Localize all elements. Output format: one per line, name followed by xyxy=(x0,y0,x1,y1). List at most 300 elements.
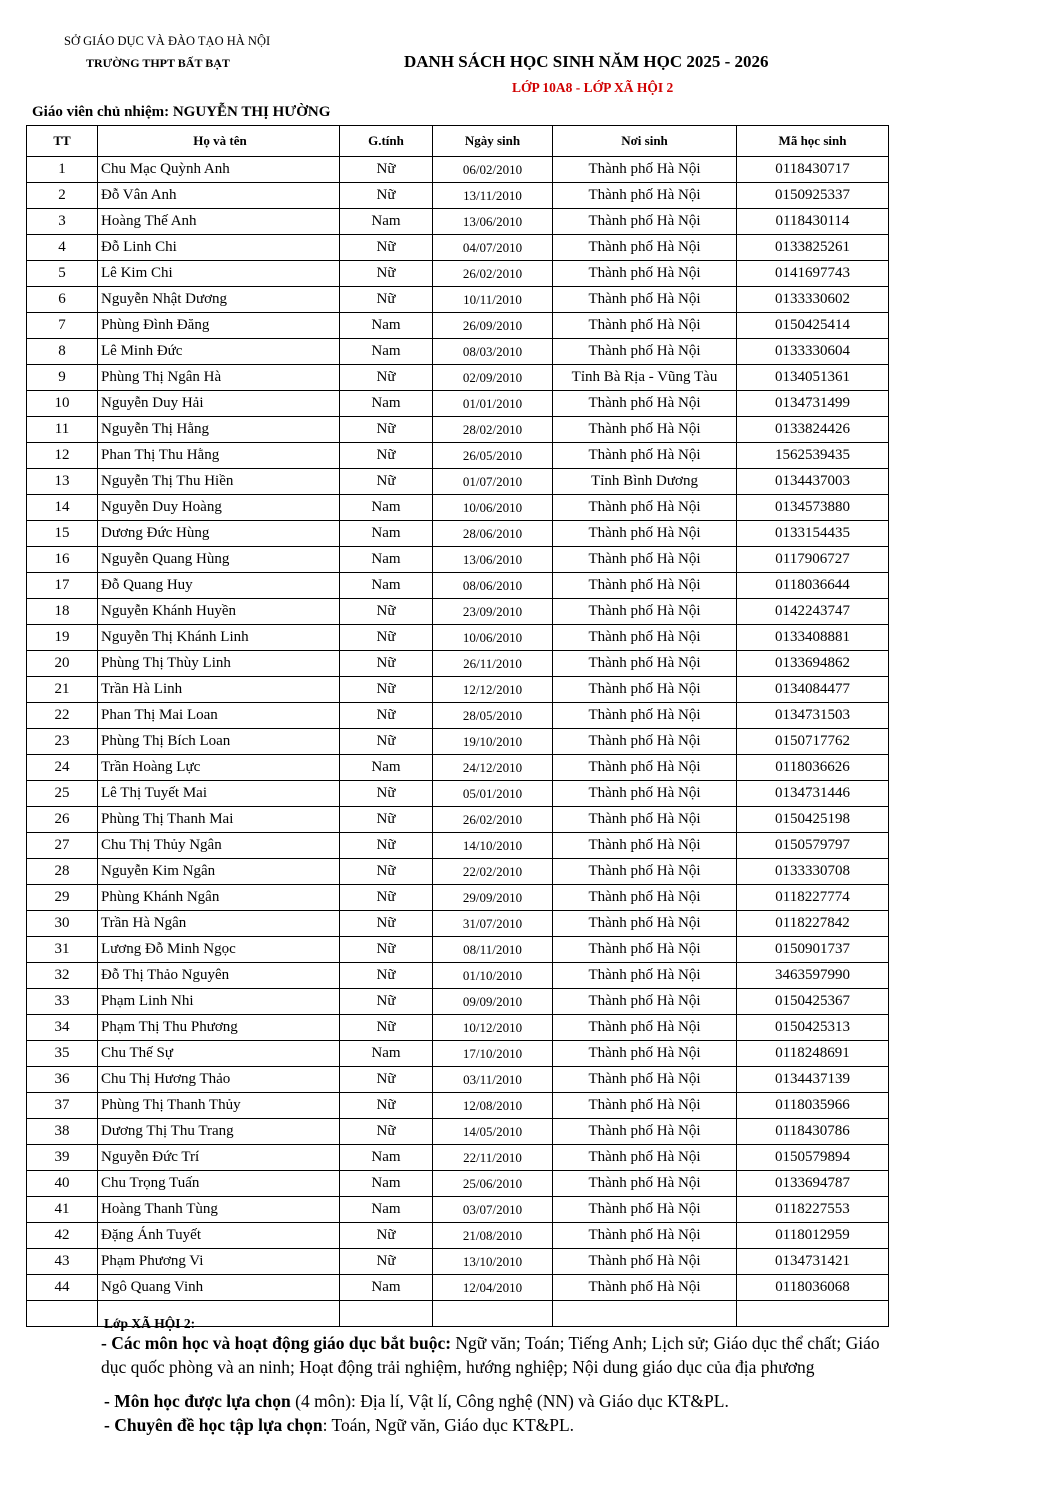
student-gender: Nam xyxy=(340,755,433,781)
student-birthplace: Thành phố Hà Nội xyxy=(553,625,737,651)
table-row xyxy=(27,365,889,391)
student-id: 0133330604 xyxy=(737,339,889,365)
table-cell xyxy=(340,1301,433,1327)
table-row xyxy=(27,339,889,365)
student-gender: Nữ xyxy=(340,729,433,755)
student-birthplace: Thành phố Hà Nội xyxy=(553,391,737,417)
row-number: 34 xyxy=(27,1015,98,1041)
student-birthplace: Thành phố Hà Nội xyxy=(553,963,737,989)
student-gender: Nữ xyxy=(340,807,433,833)
table-row xyxy=(27,1171,889,1197)
student-gender: Nữ xyxy=(340,963,433,989)
student-birthplace: Tỉnh Bà Rịa - Vũng Tàu xyxy=(553,365,737,391)
row-number: 14 xyxy=(27,495,98,521)
student-dob: 01/01/2010 xyxy=(433,391,553,417)
column-header-gender: G.tính xyxy=(340,126,433,157)
student-gender: Nữ xyxy=(340,911,433,937)
student-table xyxy=(26,125,889,1327)
note-elective-topics xyxy=(104,1415,574,1436)
student-name: Trần Hà Linh xyxy=(98,677,340,703)
student-name: Lê Kim Chi xyxy=(98,261,340,287)
row-number: 19 xyxy=(27,625,98,651)
row-number: 35 xyxy=(27,1041,98,1067)
table-row xyxy=(27,417,889,443)
student-name: Nguyễn Thị Khánh Linh xyxy=(98,625,340,651)
student-birthplace: Tỉnh Bình Dương xyxy=(553,469,737,495)
student-id: 3463597990 xyxy=(737,963,889,989)
table-cell xyxy=(737,1301,889,1327)
row-number: 18 xyxy=(27,599,98,625)
table-row xyxy=(27,677,889,703)
student-id: 0134731421 xyxy=(737,1249,889,1275)
row-number: 5 xyxy=(27,261,98,287)
student-gender: Nữ xyxy=(340,703,433,729)
row-number: 16 xyxy=(27,547,98,573)
student-gender: Nữ xyxy=(340,469,433,495)
student-gender: Nữ xyxy=(340,443,433,469)
student-dob: 05/01/2010 xyxy=(433,781,553,807)
student-id: 0118430114 xyxy=(737,209,889,235)
row-number: 32 xyxy=(27,963,98,989)
student-id: 0118012959 xyxy=(737,1223,889,1249)
student-name: Phan Thị Mai Loan xyxy=(98,703,340,729)
student-name: Phùng Thị Thanh Thủy xyxy=(98,1093,340,1119)
student-gender: Nữ xyxy=(340,235,433,261)
student-name: Nguyễn Duy Hoàng xyxy=(98,495,340,521)
student-dob: 13/06/2010 xyxy=(433,209,553,235)
row-number: 22 xyxy=(27,703,98,729)
note-elective-subjects xyxy=(104,1391,729,1412)
table-row xyxy=(27,1275,889,1301)
student-dob: 25/06/2010 xyxy=(433,1171,553,1197)
student-gender: Nữ xyxy=(340,859,433,885)
student-name: Phùng Khánh Ngân xyxy=(98,885,340,911)
row-number: 37 xyxy=(27,1093,98,1119)
student-id: 0134051361 xyxy=(737,365,889,391)
student-dob: 01/10/2010 xyxy=(433,963,553,989)
student-gender: Nữ xyxy=(340,287,433,313)
student-dob: 22/11/2010 xyxy=(433,1145,553,1171)
student-name: Phùng Thị Thanh Mai xyxy=(98,807,340,833)
student-birthplace: Thành phố Hà Nội xyxy=(553,1041,737,1067)
student-birthplace: Thành phố Hà Nội xyxy=(553,885,737,911)
table-cell xyxy=(553,1301,737,1327)
row-number: 4 xyxy=(27,235,98,261)
student-dob: 28/06/2010 xyxy=(433,521,553,547)
student-id: 0141697743 xyxy=(737,261,889,287)
student-birthplace: Thành phố Hà Nội xyxy=(553,807,737,833)
student-gender: Nam xyxy=(340,391,433,417)
note-topics-label: - Chuyên đề học tập lựa chọn xyxy=(104,1415,323,1435)
student-birthplace: Thành phố Hà Nội xyxy=(553,1171,737,1197)
student-dob: 26/02/2010 xyxy=(433,807,553,833)
student-birthplace: Thành phố Hà Nội xyxy=(553,339,737,365)
student-gender: Nữ xyxy=(340,183,433,209)
column-header-birthplace: Nơi sinh xyxy=(553,126,737,157)
student-dob: 06/02/2010 xyxy=(433,157,553,183)
row-number: 13 xyxy=(27,469,98,495)
student-name: Hoàng Thế Anh xyxy=(98,209,340,235)
column-header-dob: Ngày sinh xyxy=(433,126,553,157)
student-birthplace: Thành phố Hà Nội xyxy=(553,313,737,339)
student-id: 0118248691 xyxy=(737,1041,889,1067)
student-dob: 10/11/2010 xyxy=(433,287,553,313)
student-gender: Nữ xyxy=(340,677,433,703)
row-number: 29 xyxy=(27,885,98,911)
table-row xyxy=(27,1041,889,1067)
table-row xyxy=(27,521,889,547)
student-name: Phùng Thị Thùy Linh xyxy=(98,651,340,677)
student-name: Phạm Linh Nhi xyxy=(98,989,340,1015)
student-birthplace: Thành phố Hà Nội xyxy=(553,417,737,443)
student-birthplace: Thành phố Hà Nội xyxy=(553,1067,737,1093)
student-dob: 02/09/2010 xyxy=(433,365,553,391)
student-dob: 19/10/2010 xyxy=(433,729,553,755)
student-birthplace: Thành phố Hà Nội xyxy=(553,443,737,469)
student-name: Nguyễn Thị Thu Hiền xyxy=(98,469,340,495)
student-gender: Nữ xyxy=(340,1015,433,1041)
table-row xyxy=(27,1197,889,1223)
student-dob: 13/06/2010 xyxy=(433,547,553,573)
student-id: 0117906727 xyxy=(737,547,889,573)
table-row xyxy=(27,1067,889,1093)
student-name: Đỗ Vân Anh xyxy=(98,183,340,209)
table-row xyxy=(27,911,889,937)
student-name: Đặng Ánh Tuyết xyxy=(98,1223,340,1249)
student-gender: Nữ xyxy=(340,989,433,1015)
row-number: 42 xyxy=(27,1223,98,1249)
table-row xyxy=(27,235,889,261)
student-id: 0118227553 xyxy=(737,1197,889,1223)
table-row xyxy=(27,729,889,755)
student-gender: Nam xyxy=(340,495,433,521)
row-number: 33 xyxy=(27,989,98,1015)
row-number: 25 xyxy=(27,781,98,807)
student-gender: Nữ xyxy=(340,365,433,391)
student-birthplace: Thành phố Hà Nội xyxy=(553,729,737,755)
student-gender: Nam xyxy=(340,521,433,547)
note-elective-text: (4 môn): Địa lí, Vật lí, Công nghệ (NN) và Giáo dục KT&PL. xyxy=(290,1391,729,1411)
homeroom-teacher: Giáo viên chủ nhiệm: NGUYỄN THỊ HƯỜNG xyxy=(32,104,331,120)
student-birthplace: Thành phố Hà Nội xyxy=(553,781,737,807)
student-dob: 12/08/2010 xyxy=(433,1093,553,1119)
row-number: 3 xyxy=(27,209,98,235)
student-birthplace: Thành phố Hà Nội xyxy=(553,755,737,781)
student-birthplace: Thành phố Hà Nội xyxy=(553,1249,737,1275)
student-id: 0134731446 xyxy=(737,781,889,807)
department-name: SỞ GIÁO DỤC VÀ ĐÀO TẠO HÀ NỘI xyxy=(64,34,271,48)
table-row xyxy=(27,599,889,625)
student-id: 0134731503 xyxy=(737,703,889,729)
table-row xyxy=(27,1119,889,1145)
table-row xyxy=(27,573,889,599)
column-header-name: Họ và tên xyxy=(98,126,340,157)
document-title: DANH SÁCH HỌC SINH NĂM HỌC 2025 - 2026 xyxy=(404,52,769,71)
student-gender: Nam xyxy=(340,573,433,599)
student-name: Nguyễn Duy Hải xyxy=(98,391,340,417)
student-id: 0150425367 xyxy=(737,989,889,1015)
row-number: 27 xyxy=(27,833,98,859)
student-birthplace: Thành phố Hà Nội xyxy=(553,209,737,235)
note-mandatory-label: - Các môn học và hoạt động giáo dục bắt buộc: xyxy=(101,1333,452,1353)
student-birthplace: Thành phố Hà Nội xyxy=(553,1119,737,1145)
table-row xyxy=(27,963,889,989)
student-dob: 10/06/2010 xyxy=(433,625,553,651)
student-birthplace: Thành phố Hà Nội xyxy=(553,677,737,703)
student-birthplace: Thành phố Hà Nội xyxy=(553,183,737,209)
student-id: 0134731499 xyxy=(737,391,889,417)
student-dob: 13/10/2010 xyxy=(433,1249,553,1275)
student-id: 0150425313 xyxy=(737,1015,889,1041)
row-number: 28 xyxy=(27,859,98,885)
student-dob: 23/09/2010 xyxy=(433,599,553,625)
student-dob: 17/10/2010 xyxy=(433,1041,553,1067)
student-name: Dương Đức Hùng xyxy=(98,521,340,547)
student-birthplace: Thành phố Hà Nội xyxy=(553,521,737,547)
student-id: 0134084477 xyxy=(737,677,889,703)
student-dob: 26/05/2010 xyxy=(433,443,553,469)
table-row xyxy=(27,313,889,339)
row-number: 40 xyxy=(27,1171,98,1197)
table-row xyxy=(27,1249,889,1275)
row-number: 6 xyxy=(27,287,98,313)
student-id: 0118430786 xyxy=(737,1119,889,1145)
student-id: 0118227842 xyxy=(737,911,889,937)
student-name: Phạm Phương Vi xyxy=(98,1249,340,1275)
table-row xyxy=(27,807,889,833)
student-name: Lương Đỗ Minh Ngọc xyxy=(98,937,340,963)
student-gender: Nam xyxy=(340,209,433,235)
table-cell xyxy=(433,1301,553,1327)
student-dob: 03/11/2010 xyxy=(433,1067,553,1093)
table-row xyxy=(27,261,889,287)
student-name: Nguyễn Nhật Dương xyxy=(98,287,340,313)
student-birthplace: Thành phố Hà Nội xyxy=(553,287,737,313)
student-id: 0150425198 xyxy=(737,807,889,833)
table-row xyxy=(27,833,889,859)
student-dob: 14/10/2010 xyxy=(433,833,553,859)
student-gender: Nữ xyxy=(340,1119,433,1145)
student-dob: 10/12/2010 xyxy=(433,1015,553,1041)
student-name: Nguyễn Khánh Huyền xyxy=(98,599,340,625)
student-gender: Nữ xyxy=(340,885,433,911)
student-id: 0133694787 xyxy=(737,1171,889,1197)
student-birthplace: Thành phố Hà Nội xyxy=(553,859,737,885)
student-gender: Nữ xyxy=(340,261,433,287)
row-number: 2 xyxy=(27,183,98,209)
student-name: Nguyễn Thị Hằng xyxy=(98,417,340,443)
student-gender: Nữ xyxy=(340,1067,433,1093)
student-gender: Nam xyxy=(340,313,433,339)
student-gender: Nữ xyxy=(340,833,433,859)
student-birthplace: Thành phố Hà Nội xyxy=(553,1275,737,1301)
student-birthplace: Thành phố Hà Nội xyxy=(553,1093,737,1119)
column-header-tt: TT xyxy=(27,126,98,157)
student-id: 0142243747 xyxy=(737,599,889,625)
student-dob: 12/04/2010 xyxy=(433,1275,553,1301)
student-gender: Nam xyxy=(340,1275,433,1301)
student-gender: Nữ xyxy=(340,1223,433,1249)
note-mandatory-subjects xyxy=(101,1331,891,1391)
row-number: 36 xyxy=(27,1067,98,1093)
student-name: Đỗ Linh Chi xyxy=(98,235,340,261)
row-number: 26 xyxy=(27,807,98,833)
student-birthplace: Thành phố Hà Nội xyxy=(553,651,737,677)
school-name: TRƯỜNG THPT BẤT BẠT xyxy=(86,56,230,70)
row-number: 20 xyxy=(27,651,98,677)
table-row xyxy=(27,625,889,651)
student-dob: 26/11/2010 xyxy=(433,651,553,677)
student-id: 0118036068 xyxy=(737,1275,889,1301)
table-row xyxy=(27,1223,889,1249)
student-name: Phùng Thị Bích Loan xyxy=(98,729,340,755)
note-elective-label: - Môn học được lựa chọn xyxy=(104,1391,291,1411)
student-birthplace: Thành phố Hà Nội xyxy=(553,1223,737,1249)
student-birthplace: Thành phố Hà Nội xyxy=(553,703,737,729)
student-gender: Nam xyxy=(340,1197,433,1223)
student-id: 0118036626 xyxy=(737,755,889,781)
student-dob: 29/09/2010 xyxy=(433,885,553,911)
table-row xyxy=(27,157,889,183)
student-name: Phùng Đình Đăng xyxy=(98,313,340,339)
table-row xyxy=(27,1015,889,1041)
row-number: 15 xyxy=(27,521,98,547)
student-name: Ngô Quang Vinh xyxy=(98,1275,340,1301)
student-id: 0134573880 xyxy=(737,495,889,521)
table-row xyxy=(27,495,889,521)
student-dob: 21/08/2010 xyxy=(433,1223,553,1249)
table-row xyxy=(27,989,889,1015)
student-dob: 10/06/2010 xyxy=(433,495,553,521)
student-gender: Nữ xyxy=(340,417,433,443)
student-gender: Nam xyxy=(340,1145,433,1171)
student-gender: Nữ xyxy=(340,625,433,651)
student-birthplace: Thành phố Hà Nội xyxy=(553,1015,737,1041)
row-number: 1 xyxy=(27,157,98,183)
student-birthplace: Thành phố Hà Nội xyxy=(553,1197,737,1223)
student-id: 0118035966 xyxy=(737,1093,889,1119)
row-number: 7 xyxy=(27,313,98,339)
student-name: Trần Hà Ngân xyxy=(98,911,340,937)
row-number: 21 xyxy=(27,677,98,703)
table-row xyxy=(27,703,889,729)
student-name: Lê Thị Tuyết Mai xyxy=(98,781,340,807)
student-gender: Nữ xyxy=(340,651,433,677)
student-birthplace: Thành phố Hà Nội xyxy=(553,911,737,937)
student-id: 0133330708 xyxy=(737,859,889,885)
student-name: Lê Minh Đức xyxy=(98,339,340,365)
student-id: 0134437003 xyxy=(737,469,889,495)
student-birthplace: Thành phố Hà Nội xyxy=(553,235,737,261)
student-gender: Nam xyxy=(340,547,433,573)
row-number: 10 xyxy=(27,391,98,417)
student-gender: Nữ xyxy=(340,599,433,625)
student-birthplace: Thành phố Hà Nội xyxy=(553,573,737,599)
row-number: 24 xyxy=(27,755,98,781)
student-name: Chu Trọng Tuấn xyxy=(98,1171,340,1197)
note-mandatory-text: Ngữ văn; Toán; Tiếng Anh; Lịch sử; Giáo dục thể chất; Giáo dục quốc phòng và an ninh; Hoạt động trải nghiệm, hướng nghiệp; Nội dung giáo dục của địa phương xyxy=(101,1333,880,1377)
student-birthplace: Thành phố Hà Nội xyxy=(553,1145,737,1171)
table-row xyxy=(27,651,889,677)
table-body xyxy=(27,157,889,1327)
table-cell xyxy=(27,1301,98,1327)
student-name: Nguyễn Quang Hùng xyxy=(98,547,340,573)
row-number: 38 xyxy=(27,1119,98,1145)
student-id: 0134437139 xyxy=(737,1067,889,1093)
student-name: Hoàng Thanh Tùng xyxy=(98,1197,340,1223)
student-dob: 13/11/2010 xyxy=(433,183,553,209)
student-name: Chu Thị Hương Thảo xyxy=(98,1067,340,1093)
student-gender: Nam xyxy=(340,1041,433,1067)
student-id: 1562539435 xyxy=(737,443,889,469)
row-number: 23 xyxy=(27,729,98,755)
row-number: 44 xyxy=(27,1275,98,1301)
student-dob: 26/09/2010 xyxy=(433,313,553,339)
class-label: LỚP 10A8 - LỚP XÃ HỘI 2 xyxy=(512,80,674,95)
student-id: 0133330602 xyxy=(737,287,889,313)
student-id: 0150925337 xyxy=(737,183,889,209)
student-name: Nguyễn Đức Trí xyxy=(98,1145,340,1171)
student-birthplace: Thành phố Hà Nội xyxy=(553,599,737,625)
table-row xyxy=(27,391,889,417)
table-row xyxy=(27,1093,889,1119)
student-dob: 14/05/2010 xyxy=(433,1119,553,1145)
student-name: Đỗ Quang Huy xyxy=(98,573,340,599)
student-id: 0150579894 xyxy=(737,1145,889,1171)
student-id: 0133694862 xyxy=(737,651,889,677)
student-birthplace: Thành phố Hà Nội xyxy=(553,547,737,573)
student-id: 0133824426 xyxy=(737,417,889,443)
student-gender: Nữ xyxy=(340,1093,433,1119)
student-dob: 01/07/2010 xyxy=(433,469,553,495)
student-dob: 08/03/2010 xyxy=(433,339,553,365)
student-birthplace: Thành phố Hà Nội xyxy=(553,833,737,859)
student-gender: Nữ xyxy=(340,937,433,963)
student-id: 0133825261 xyxy=(737,235,889,261)
student-id: 0118036644 xyxy=(737,573,889,599)
row-number: 11 xyxy=(27,417,98,443)
student-gender: Nam xyxy=(340,339,433,365)
student-gender: Nữ xyxy=(340,1249,433,1275)
student-gender: Nam xyxy=(340,1171,433,1197)
student-id: 0118430717 xyxy=(737,157,889,183)
column-header-student-id: Mã học sinh xyxy=(737,126,889,157)
row-number: 12 xyxy=(27,443,98,469)
table-row xyxy=(27,183,889,209)
table-header-row xyxy=(27,126,889,157)
student-id: 0150901737 xyxy=(737,937,889,963)
student-id: 0150579797 xyxy=(737,833,889,859)
student-gender: Nữ xyxy=(340,157,433,183)
student-dob: 12/12/2010 xyxy=(433,677,553,703)
student-dob: 28/05/2010 xyxy=(433,703,553,729)
row-number: 31 xyxy=(27,937,98,963)
table-row xyxy=(27,937,889,963)
table-row xyxy=(27,443,889,469)
student-dob: 26/02/2010 xyxy=(433,261,553,287)
student-name: Đỗ Thị Thảo Nguyên xyxy=(98,963,340,989)
table-row xyxy=(27,469,889,495)
student-birthplace: Thành phố Hà Nội xyxy=(553,261,737,287)
row-number: 39 xyxy=(27,1145,98,1171)
student-dob: 31/07/2010 xyxy=(433,911,553,937)
student-dob: 08/11/2010 xyxy=(433,937,553,963)
row-number: 9 xyxy=(27,365,98,391)
notes-heading: Lớp XÃ HỘI 2: xyxy=(104,1316,196,1331)
student-dob: 28/02/2010 xyxy=(433,417,553,443)
student-name: Chu Mạc Quỳnh Anh xyxy=(98,157,340,183)
student-name: Dương Thị Thu Trang xyxy=(98,1119,340,1145)
